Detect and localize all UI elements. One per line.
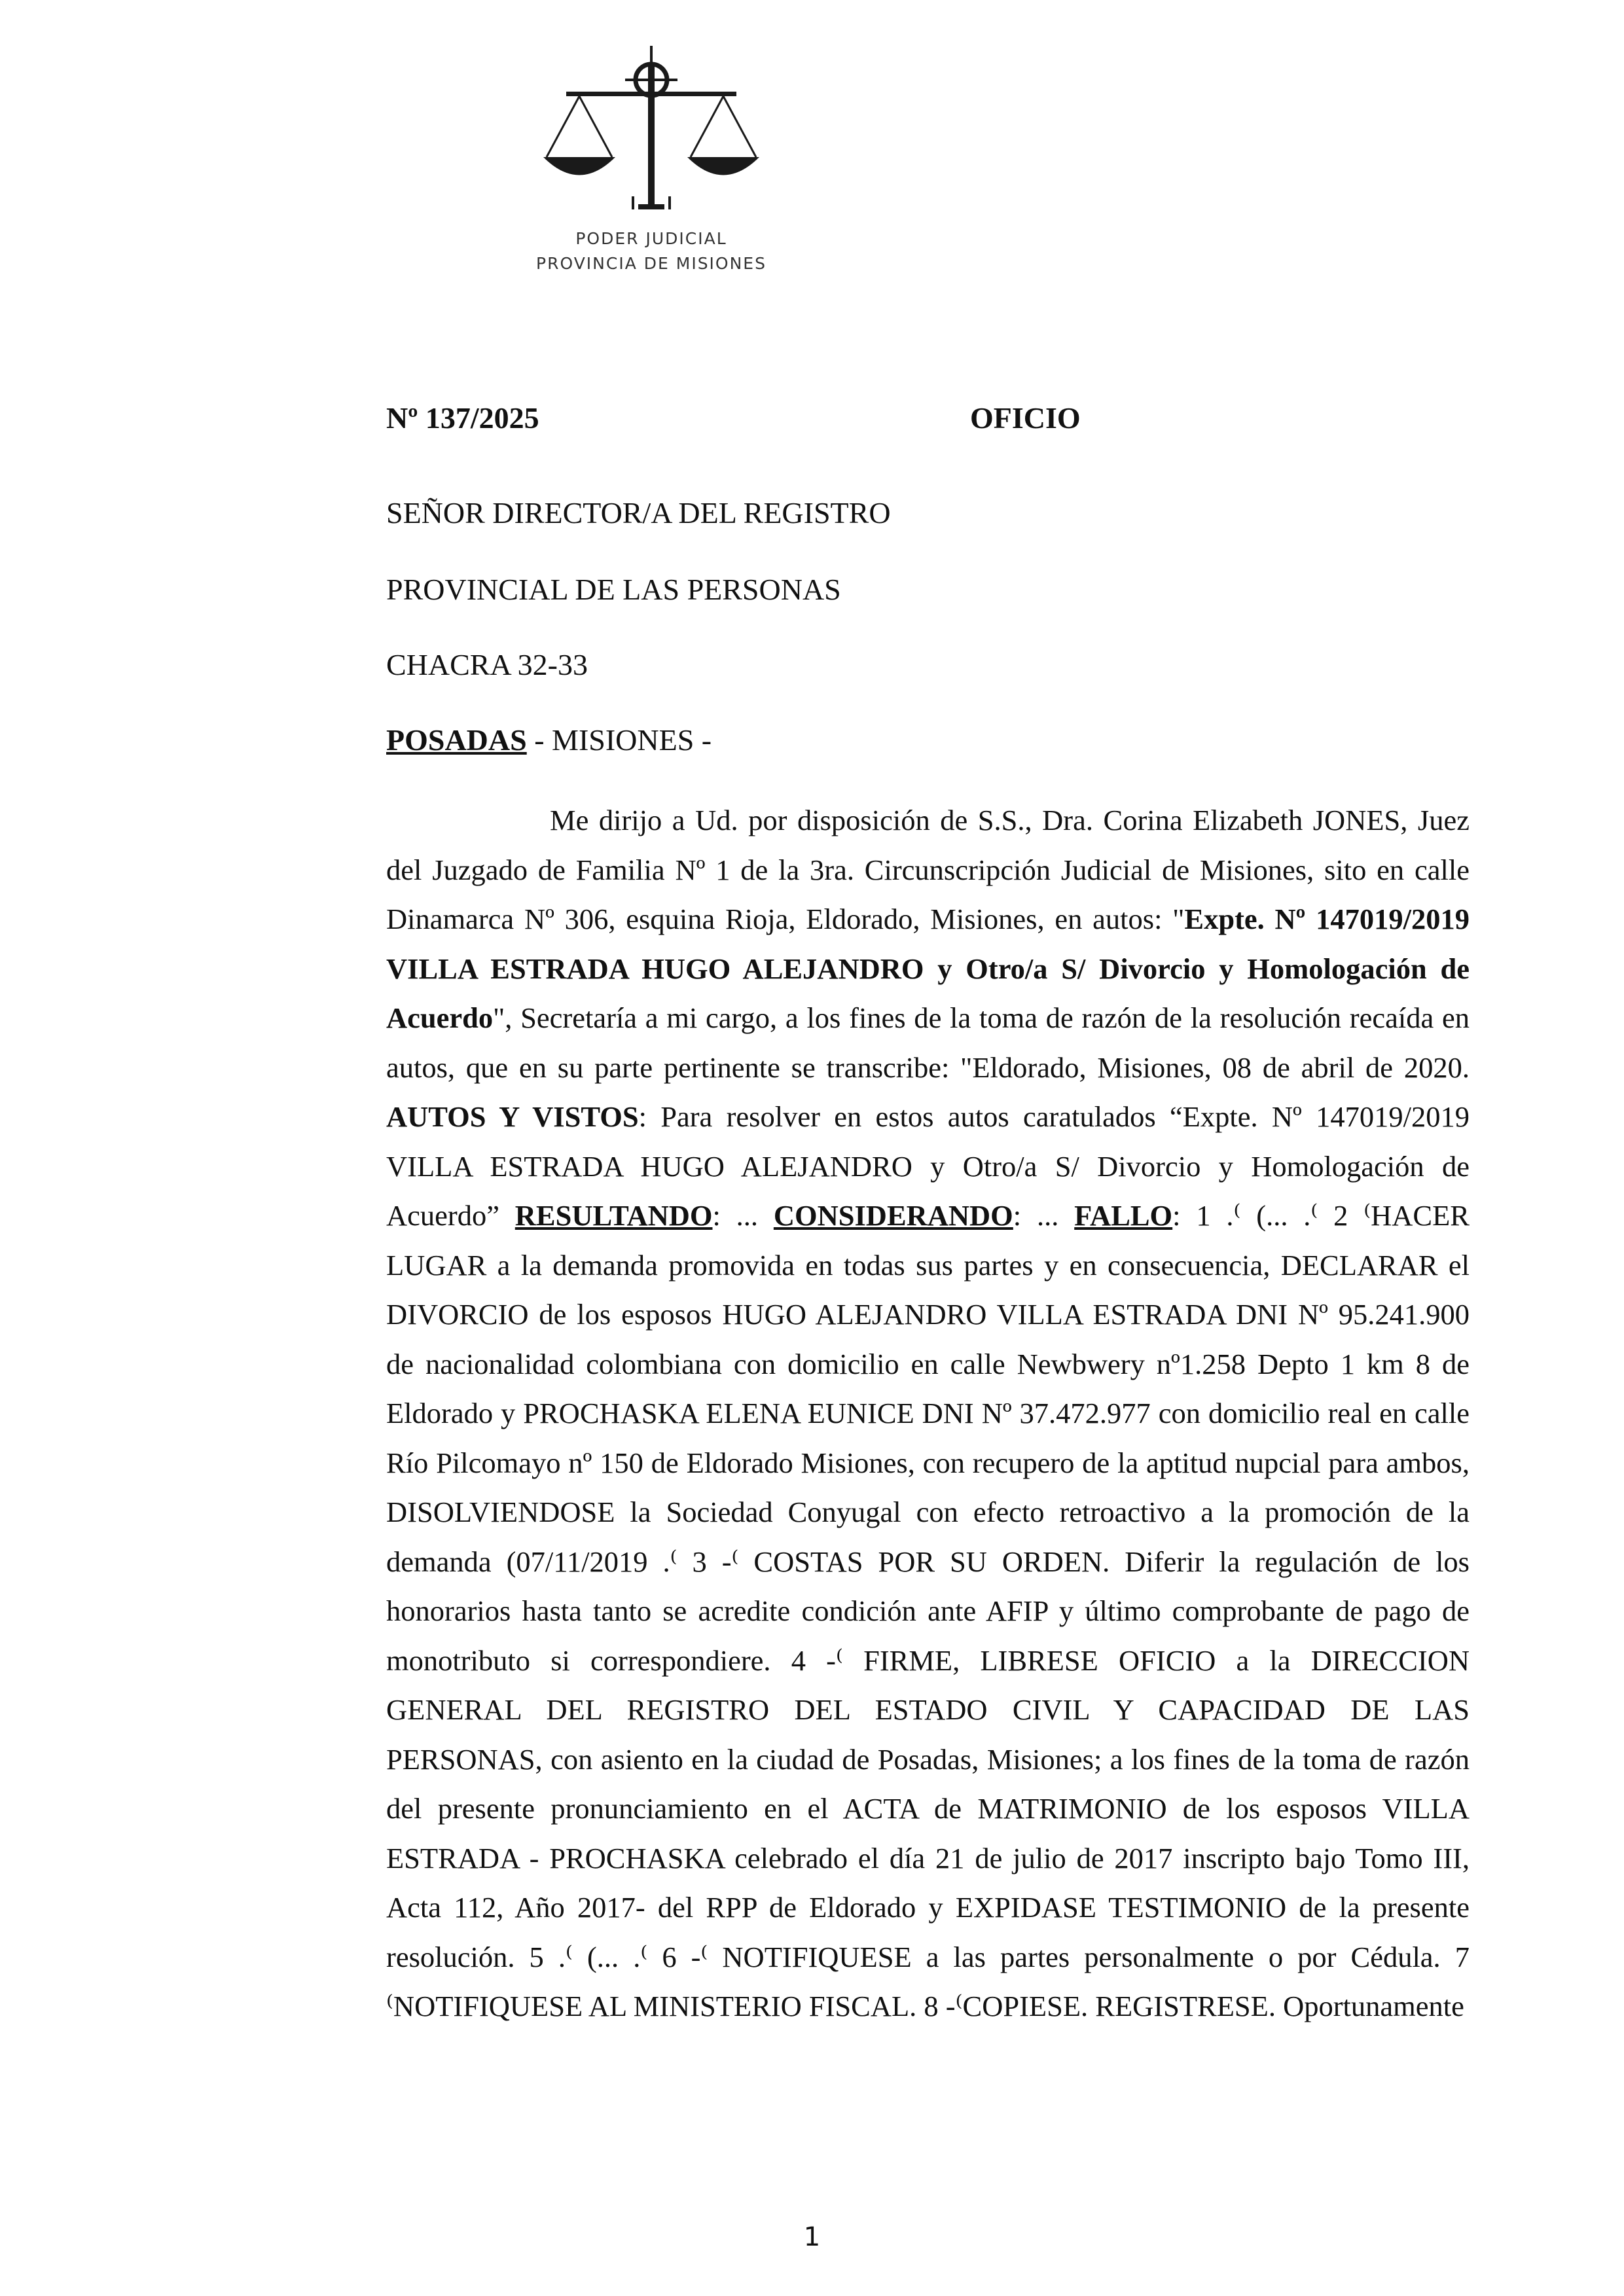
addressee-city: POSADAS [386, 723, 527, 757]
body-autos-y-vistos: AUTOS Y VISTOS [386, 1100, 639, 1133]
addressee-line-1: SEÑOR DIRECTOR/A DEL REGISTRO [386, 496, 891, 529]
body-seg-11: : 1 .⁽ (... .⁽ 2 ⁽HACER LUGAR a la demanda promovida en todas sus partes y en consecuencia, DECLARAR el DIVORCIO de los esposos HUGO ALEJANDRO VILLA ESTRADA DNI Nº 95.241.900 de nacionalidad colombiana con domicilio en calle Newbwery nº1.258 Depto 1 km 8 de Eldorado y PROCHASKA ELENA EUNICE DNI Nº 37.472.977 con domicilio real en calle Río Pilcomayo nº 150 de Eldorado Misiones, con recupero de la aptitud nupcial para ambos, DISOLVIENDOSE la Sociedad Conyugal con efecto retroactivo a la promoción de la demanda (07/11/2019 .⁽ 3 -⁽ COSTAS POR SU ORDEN. Diferir la regulación de los honorarios hasta tanto se acredite condición ante AFIP y último comprobante de pago de monotributo si correspondiere. 4 -⁽ FIRME, LIBRESE OFICIO a la DIRECCION GENERAL DEL REGISTRO DEL ESTADO CIVIL Y CAPACIDAD DE LAS PERSONAS, con asiento en la ciudad de Posadas, Misiones; a los fines de la toma de razón del presente pronunciamiento en el ACTA de MATRIMONIO de los esposos VILLA ESTRADA - PROCHASKA celebrado el día 21 de julio de 2017 inscripto bajo Tomo III, Acta 112, Año 2017- del RPP de Eldorado y EXPIDASE TESTIMONIO de la presente resolución. 5 .⁽ (... .⁽ 6 -⁽ NOTIFIQUESE a las partes personalmente o por Cédula. 7 ⁽NOTIFIQUESE AL MINISTERIO FISCAL. 8 -⁽COPIESE. REGISTRESE. Oportunamente [386, 1199, 1470, 2022]
page-number: 1 [803, 2222, 821, 2252]
document-title: OFICIO [970, 401, 1081, 435]
scales-of-justice-icon [540, 39, 763, 223]
body-seg-9: : ... [1013, 1199, 1075, 1232]
body-fallo: FALLO [1074, 1199, 1173, 1232]
body-seg-1: Me dirijo a Ud. por disposición de S.S., Dra. Corina Elizabeth JONES, Juez del Juzgado de Familia Nº 1 de la 3ra. Circunscripción Judicial de Misiones, sito en calle Dinamarca Nº 306, esquina Rioja, Eldorado, Misiones, en autos: " [386, 804, 1470, 935]
addressee-line-2: PROVINCIAL DE LAS PERSONAS [386, 573, 841, 606]
addressee-city-suffix: - MISIONES - [526, 723, 712, 757]
body-seg-3: ", Secretaría a mi cargo, a los fines de la toma de razón de la resolución recaída en autos, que en su parte pertinente se transcribe: "Eldorado, Misiones, 08 de abril de 2020. [386, 1001, 1470, 1084]
document-number: Nº 137/2025 [386, 401, 539, 435]
body-seg-7: : ... [712, 1199, 774, 1232]
body-resultando: RESULTANDO [514, 1199, 713, 1232]
addressee-line-3: CHACRA 32-33 [386, 648, 588, 681]
body-case-title: Expte. Nº 147019/2019 VILLA ESTRADA HUGO ALEJANDRO y Otro/a S/ Divorcio y Homologación de Acuerdo [386, 903, 1470, 1034]
judicial-logo [507, 39, 795, 288]
logo-line-2: PROVINCIA DE MISIONES [536, 254, 767, 273]
addressee-city-line [386, 723, 712, 757]
body-paragraph [386, 796, 1470, 2032]
body-considerando: CONSIDERANDO [773, 1199, 1013, 1232]
body-seg-5: : Para resolver en estos autos caratulados “Expte. Nº 147019/2019 VILLA ESTRADA HUGO ALEJANDRO y Otro/a S/ Divorcio y Homologación de Acuerdo” [386, 1100, 1470, 1232]
logo-line-1: PODER JUDICIAL [575, 229, 727, 248]
